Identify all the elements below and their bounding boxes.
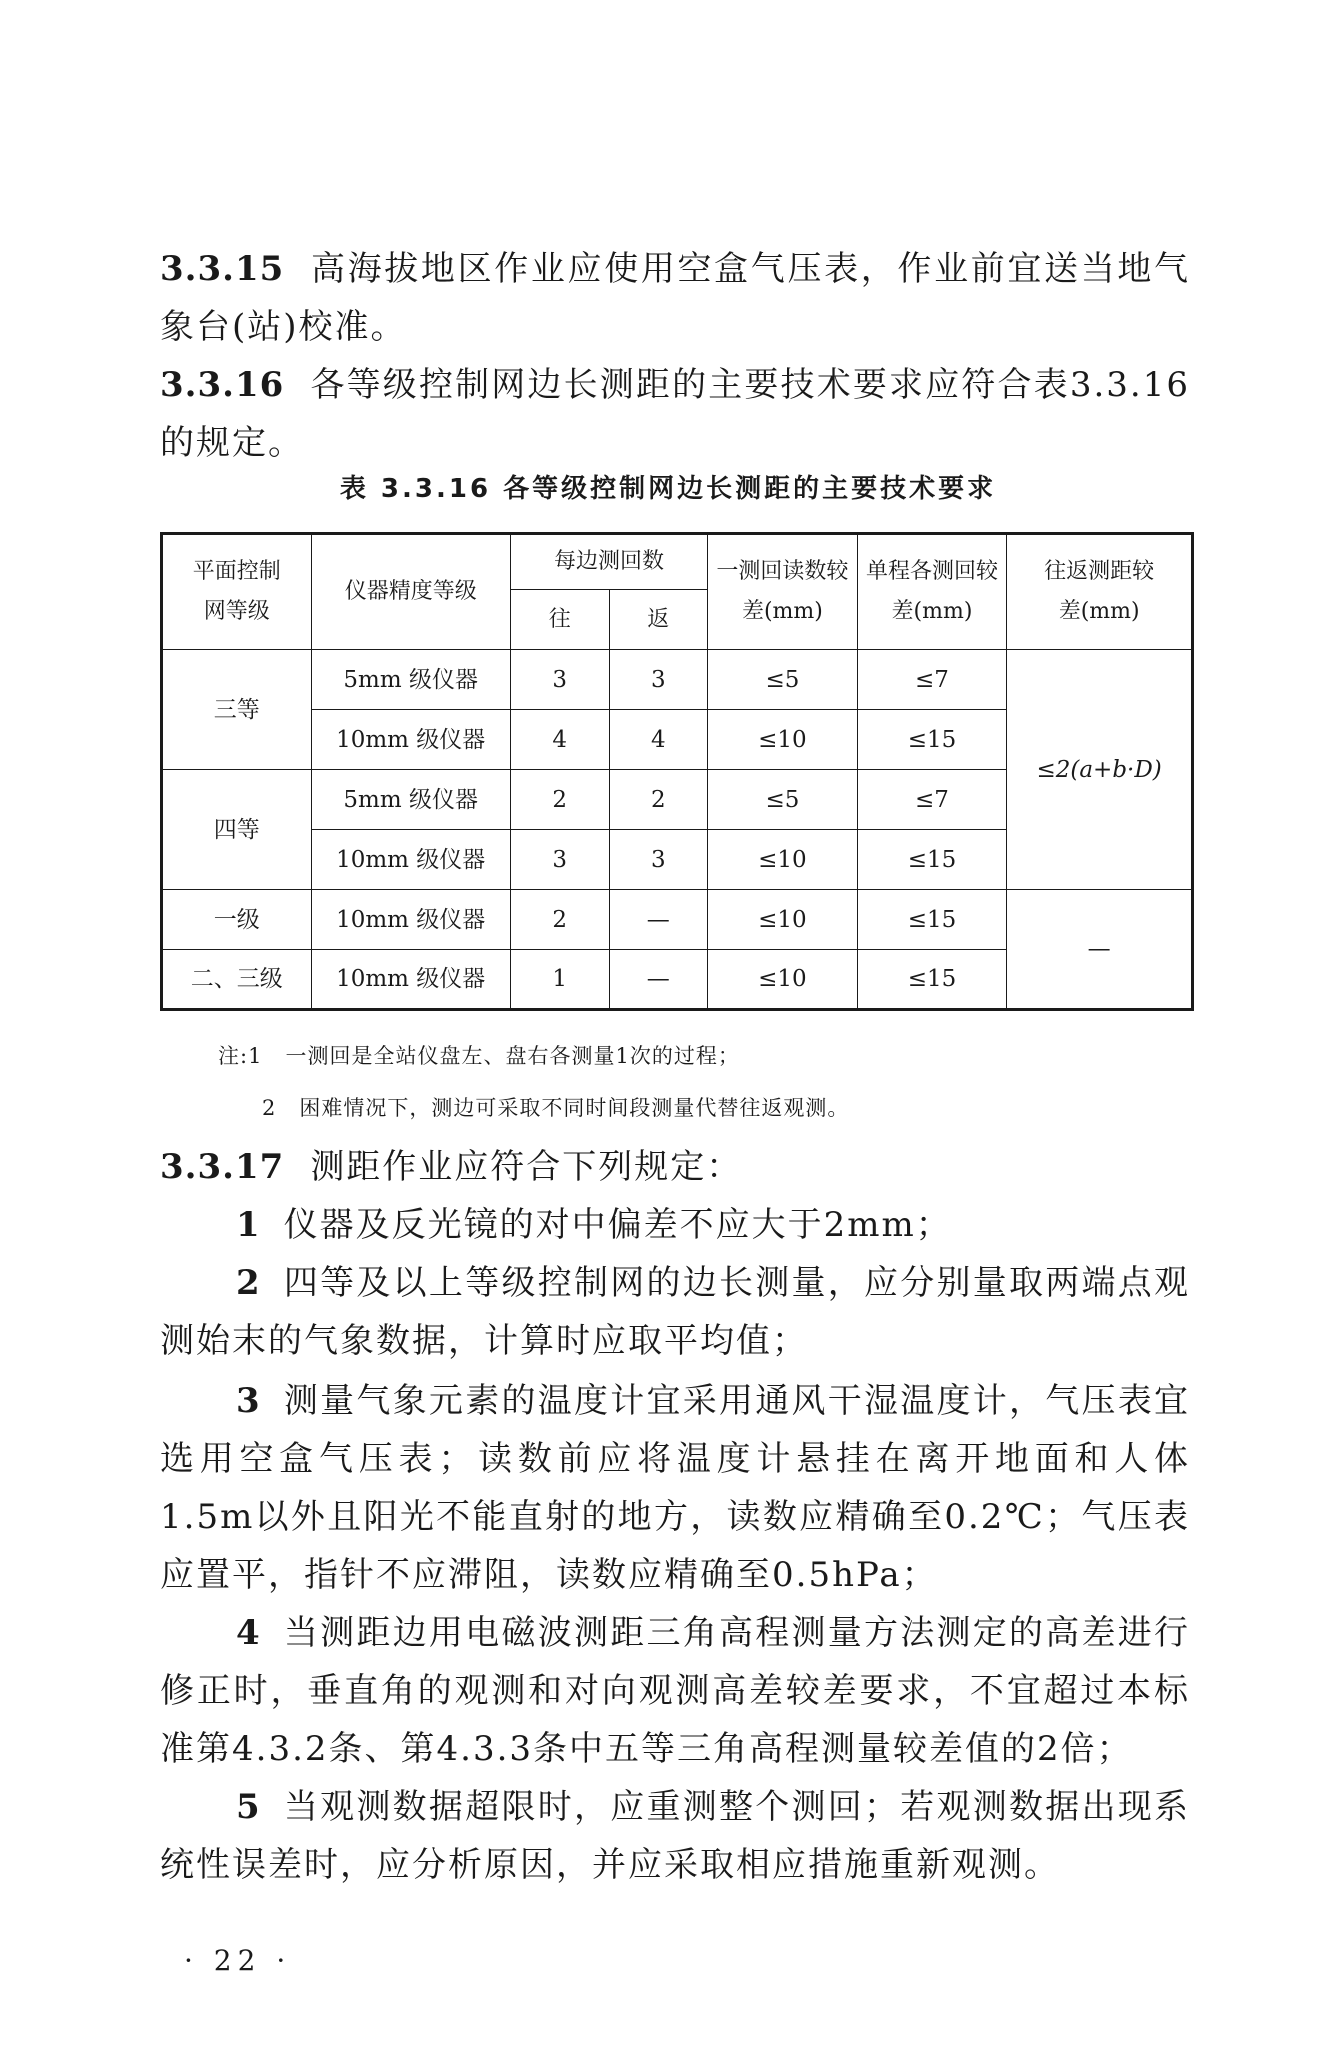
cell-backward: —	[609, 890, 708, 950]
clause-text: 高海拔地区作业应使用空盒气压表，作业前宜送当地气象台(站)校准。	[160, 249, 1190, 347]
item-number: 3	[236, 1381, 262, 1421]
cell-round-diff: ≤15	[857, 950, 1007, 1010]
header-reading-diff: 一测回读数较差(mm)	[708, 534, 858, 650]
clause-item-5	[160, 1778, 1190, 1894]
cell-reading-diff: ≤5	[708, 770, 858, 830]
cell-backward: 2	[609, 770, 708, 830]
table-row	[162, 650, 1193, 710]
clause-item-2	[160, 1254, 1190, 1370]
cell-forward: 4	[510, 710, 609, 770]
note-text: 困难情况下，测边可采取不同时间段测量代替往返观测。	[299, 1096, 850, 1120]
clause-3-3-15	[160, 240, 1190, 356]
cell-round-diff: ≤7	[857, 650, 1007, 710]
header-forward: 往	[510, 590, 609, 650]
cell-instrument: 5mm 级仪器	[311, 650, 510, 710]
clause-number: 3.3.15	[160, 249, 285, 289]
cell-instrument: 10mm 级仪器	[311, 830, 510, 890]
cell-grade: 一级	[162, 890, 312, 950]
cell-grade: 三等	[162, 650, 312, 770]
cell-backward: 4	[609, 710, 708, 770]
clause-number: 3.3.16	[160, 365, 285, 405]
table-note-2	[262, 1088, 849, 1128]
cell-round-diff: ≤15	[857, 710, 1007, 770]
item-number: 1	[236, 1205, 262, 1245]
clause-item-3	[160, 1372, 1190, 1604]
cell-backward: 3	[609, 650, 708, 710]
cell-forward: 1	[510, 950, 609, 1010]
note-number: 2	[262, 1096, 277, 1120]
item-number: 2	[236, 1263, 262, 1303]
cell-forward: 3	[510, 830, 609, 890]
cell-forward: 2	[510, 770, 609, 830]
item-number: 4	[236, 1613, 262, 1653]
item-text: 测量气象元素的温度计宜采用通风干湿温度计，气压表宜选用空盒气压表；读数前应将温度计悬挂在离开地面和人体1.5m以外且阳光不能直射的地方，读数应精确至0.2℃；气压表应置平，指针不应滞阻，读数应精确至0.5hPa；	[160, 1381, 1190, 1595]
clause-number: 3.3.17	[160, 1147, 285, 1187]
clause-item-1	[160, 1196, 1190, 1254]
cell-fb-diff-upper: ≤2(a+b·D)	[1007, 650, 1193, 890]
cell-instrument: 10mm 级仪器	[311, 950, 510, 1010]
table-note-1	[218, 1036, 740, 1076]
cell-instrument: 5mm 级仪器	[311, 770, 510, 830]
item-number: 5	[236, 1787, 262, 1827]
note-prefix: 注:1	[218, 1044, 263, 1068]
cell-fb-diff-lower: —	[1007, 890, 1193, 1010]
cell-backward: 3	[609, 830, 708, 890]
cell-reading-diff: ≤10	[708, 830, 858, 890]
table-title: 表 3.3.16 各等级控制网边长测距的主要技术要求	[339, 474, 997, 504]
clause-text: 各等级控制网边长测距的主要技术要求应符合表3.3.16的规定。	[160, 365, 1190, 463]
header-instrument: 仪器精度等级	[311, 534, 510, 650]
spec-table	[160, 532, 1194, 1011]
note-text: 一测回是全站仪盘左、盘右各测量1次的过程；	[285, 1044, 740, 1068]
cell-instrument: 10mm 级仪器	[311, 710, 510, 770]
cell-forward: 3	[510, 650, 609, 710]
header-backward: 返	[609, 590, 708, 650]
cell-grade: 四等	[162, 770, 312, 890]
cell-round-diff: ≤7	[857, 770, 1007, 830]
page-number: · 22 ·	[184, 1944, 292, 1977]
cell-round-diff: ≤15	[857, 830, 1007, 890]
item-text: 仪器及反光镜的对中偏差不应大于2mm；	[283, 1205, 952, 1245]
cell-grade: 二、三级	[162, 950, 312, 1010]
clause-3-3-16	[160, 356, 1190, 472]
cell-reading-diff: ≤10	[708, 710, 858, 770]
item-text: 四等及以上等级控制网的边长测量，应分别量取两端点观测始末的气象数据，计算时应取平均值；	[160, 1263, 1190, 1361]
cell-reading-diff: ≤5	[708, 650, 858, 710]
cell-instrument: 10mm 级仪器	[311, 890, 510, 950]
cell-reading-diff: ≤10	[708, 890, 858, 950]
cell-round-diff: ≤15	[857, 890, 1007, 950]
header-grade: 平面控制网等级	[162, 534, 312, 650]
item-text: 当测距边用电磁波测距三角高程测量方法测定的高差进行修正时，垂直角的观测和对向观测高差较差要求，不宜超过本标准第4.3.2条、第4.3.3条中五等三角高程测量较差值的2倍；	[160, 1613, 1190, 1769]
header-round-diff: 单程各测回较差(mm)	[857, 534, 1007, 650]
header-fb-diff: 往返测距较差(mm)	[1007, 534, 1193, 650]
clause-text: 测距作业应符合下列规定：	[310, 1147, 743, 1187]
clause-3-3-17	[160, 1138, 1190, 1196]
item-text: 当观测数据超限时，应重测整个测回；若观测数据出现系统性误差时，应分析原因，并应采取相应措施重新观测。	[160, 1787, 1190, 1885]
table-row	[162, 890, 1193, 950]
cell-reading-diff: ≤10	[708, 950, 858, 1010]
cell-backward: —	[609, 950, 708, 1010]
cell-forward: 2	[510, 890, 609, 950]
clause-item-4	[160, 1604, 1190, 1778]
header-rounds: 每边测回数	[510, 534, 707, 590]
